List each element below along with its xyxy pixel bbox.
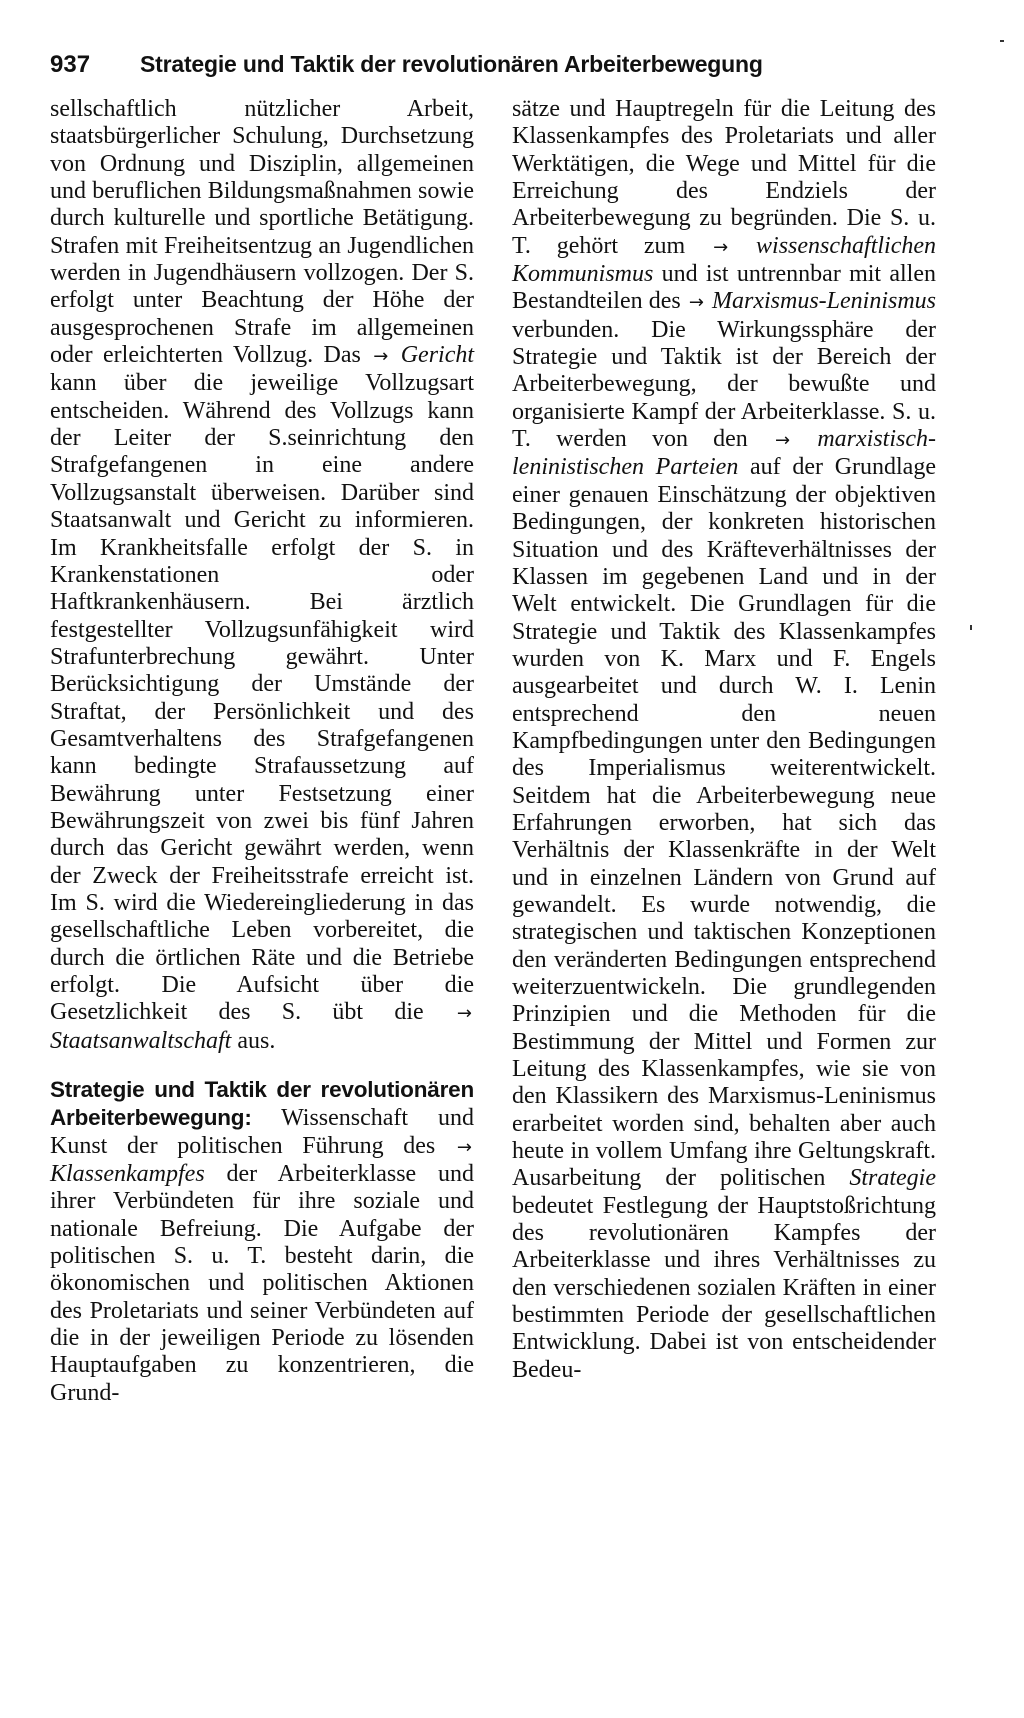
body-text: aus.	[231, 1027, 276, 1054]
running-header	[50, 44, 935, 84]
header-title: Strategie und Taktik der revolutionären Arbeiterbewegung	[140, 51, 763, 77]
cross-reference[interactable]: Gericht	[400, 342, 475, 369]
arrow-icon: →	[713, 236, 729, 258]
body-text: Wissenschaft und Kunst der politischen Führung des	[50, 1105, 474, 1159]
body-text: der Arbeiterklasse und ihrer Verbündeten für ihre soziale und nationale Befreiung. Die Aufgabe der politischen S. u. T. besteht darin, die ökonomischen und politischen Aktionen des Proletariats und seiner Verbündeten auf die in der jeweiligen Periode zu lösenden Hauptaufgaben zu konzentrieren, die Grund-	[50, 1161, 474, 1406]
entry-continuation-paragraph	[50, 96, 474, 1055]
cross-reference[interactable]: wissenschaftlichen Kommunismus	[512, 232, 937, 288]
emphasized-term: Strategie	[849, 1165, 936, 1192]
right-column	[512, 96, 936, 1384]
arrow-icon: →	[373, 346, 389, 368]
body-text: und ist untrennbar mit allen Bestandteilen des	[512, 261, 936, 315]
arrow-icon: →	[775, 430, 791, 452]
body-text: verbunden. Die Wirkungssphäre der Strategie und Taktik ist der Bereich der Arbeiterbewegung, der bewußte und organisierte Kampf der Arbeiterklasse. S. u. T. werden von den	[512, 316, 936, 453]
left-column	[50, 96, 474, 1407]
scan-speck	[1000, 40, 1004, 42]
dictionary-entry	[50, 1076, 474, 1407]
cross-reference[interactable]: marxistisch-leninistischen Parteien	[512, 426, 936, 481]
page-number: 937	[50, 51, 91, 78]
body-text: sätze und Hauptregeln für die Leitung des Klassenkampfes des Proletariats und aller Werktätigen, die Wege und Mittel für die Erreichung des Endziels der Arbeiterbewegung zu begründen. Die S. u. T. gehört zum	[512, 96, 936, 259]
arrow-icon: →	[456, 1136, 472, 1158]
body-text: sellschaftlich nützlicher Arbeit, staatsbürgerlicher Schulung, Durchsetzung von Ordnung und Disziplin, allgemeinen und beruflichen Bildungsmaßnahmen sowie durch kulturelle und sportliche Betätigung. Strafen mit Freiheitsentzug an Jugendlichen werden in Jugendhäusern vollzogen. Der S. erfolgt unter Beachtung der Höhe der ausgesprochenen Strafe im allgemeinen oder erleichterten Vollzug. Das	[50, 96, 474, 369]
scan-speck	[970, 625, 972, 630]
body-text: auf der Grundlage einer genauen Einschätzung der objektiven Bedingungen, der konkreten historischen Situation und des Kräfteverhältnisses der Klassen im gegebenen Land und in der Welt entwickelt. Die Grundlagen für die Strategie und Taktik des Klassenkampfes wurden von K. Marx und F. Engels ausgearbeitet und durch W. I. Lenin entsprechend den neuen Kampfbedingungen unter den Bedingungen des Imperialismus weiterentwickelt. Seitdem hat die Arbeiterbewegung neue Erfahrungen erworben, hat sich das Verhältnis der Klassenkräfte in der Welt und in einzelnen Ländern von Grund auf gewandelt. Es wurde notwendig, die strategischen und taktischen Konzeptionen den veränderten Bedingungen entsprechend weiterzuentwickeln. Die grundlegenden Prinzipien und die Methoden für die Bestimmung der Mittel und Formen zur Leitung des Klassenkampfes, wie sie von den Klassikern des Marxismus-Leninismus erarbeitet worden sind, behalten aber auch heute in vollem Umfang ihre Geltungskraft. Ausarbeitung der politischen	[512, 454, 936, 1192]
arrow-icon: →	[456, 1003, 472, 1025]
cross-reference[interactable]: Klassenkampfes	[50, 1161, 205, 1188]
entry-headword: Strategie und Taktik der revolutionären Arbeiterbewegung:	[50, 1077, 474, 1131]
arrow-icon: →	[688, 292, 704, 314]
body-text: kann über die jeweilige Vollzugsart entscheiden. Während des Vollzugs kann der Leiter der S.seinrichtung den Strafgefangenen in eine andere Vollzugsanstalt überweisen. Darüber sind Staatsanwalt und Gericht zu informieren. Im Krankheitsfalle erfolgt der S. in Krankenstationen oder Haftkrankenhäusern. Bei ärztlich festgestellter Vollzugsunfähigkeit wird Strafunterbrechung gewährt. Unter Berücksichtigung der Umstände der Straftat, der Persönlichkeit und des Gesamtverhaltens des Strafgefangenen kann bedingte Strafaussetzung auf Bewährung unter Festsetzung einer Bewährungszeit von zwei bis fünf Jahren durch das Gericht gewährt werden, wenn der Zweck der Freiheitsstrafe erreicht ist. Im S. wird die Wiedereingliederung in das gesellschaftliche Leben vorbereitet, die durch die örtlichen Räte und die Betriebe erfolgt. Die Aufsicht über die Gesetzlichkeit des S. übt die	[50, 370, 474, 1026]
body-text: bedeutet Festlegung der Hauptstoßrichtung des revolutionären Kampfes der Arbeiterklasse und ihres Verhältnisses zu den verschiedenen sozialen Kräften in einer bestimmten Periode der gesellschaftlichen Entwicklung. Dabei ist von entscheidender Bedeu-	[512, 1192, 936, 1383]
entry-body-paragraph	[512, 96, 936, 1384]
cross-reference[interactable]: Staatsanwaltschaft	[50, 1027, 232, 1054]
cross-reference[interactable]: Marxismus-Leninismus	[712, 288, 937, 315]
